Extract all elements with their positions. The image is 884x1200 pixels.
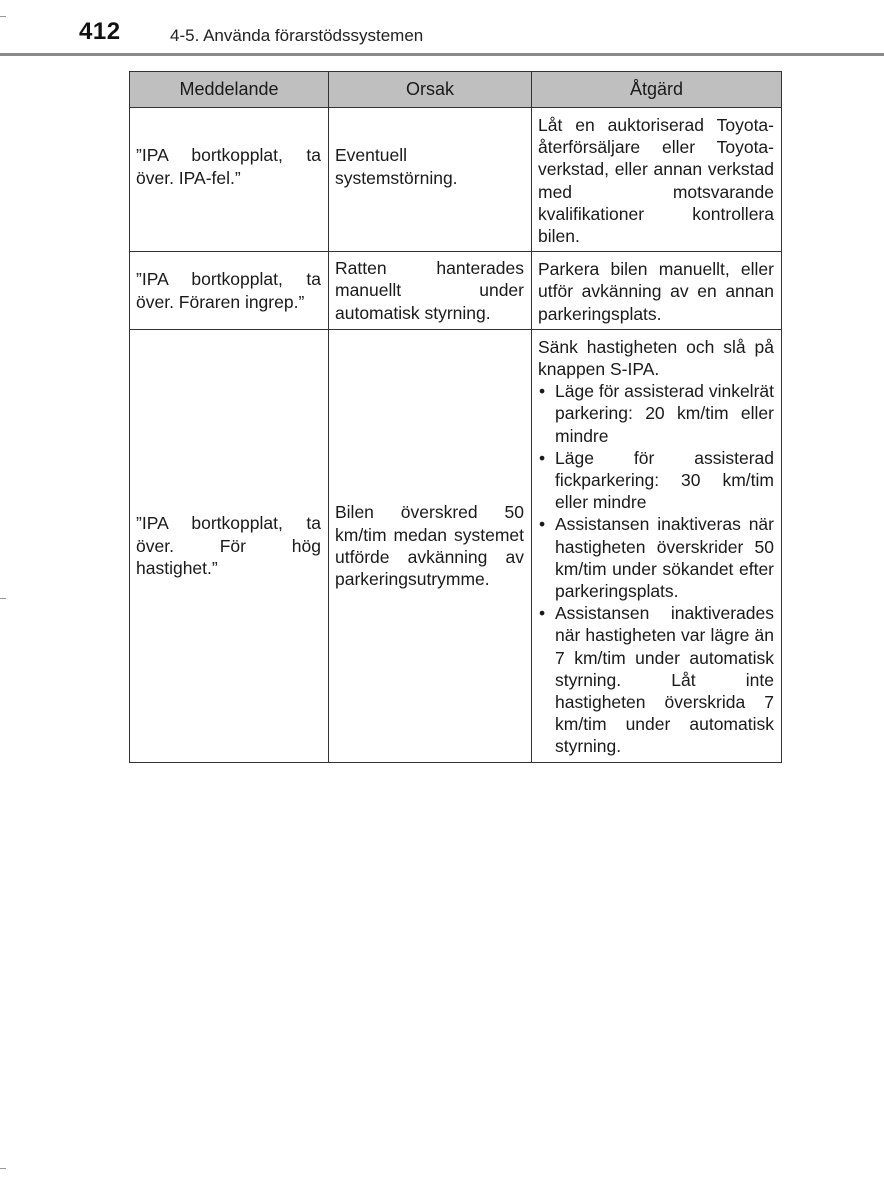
list-item: • Läge för assisterad fickparkering: 30 km/tim eller mindre — [538, 447, 774, 514]
action-bullet-list — [538, 380, 774, 757]
list-item: • Assistansen inaktiveras när hastigheten överskrider 50 km/tim under sökandet efter parkeringsplats. — [538, 513, 774, 602]
cell-action: Låt en auktoriserad Toyota-återförsäljare eller Toyota-verkstad, eller annan verkstad med motsvarande kvalifikationer kontrollera bilen. — [532, 108, 782, 252]
crop-mark — [0, 1168, 6, 1169]
page-number: 412 — [79, 18, 121, 45]
table-row — [130, 329, 782, 762]
column-header-action: Åtgärd — [532, 72, 782, 108]
table-row — [130, 108, 782, 252]
cell-cause: Ratten hanterades manuellt under automatisk styrning. — [329, 252, 532, 330]
table-header-row — [130, 72, 782, 108]
header-divider — [0, 53, 884, 56]
list-item: • Assistansen inaktiverades när hastigheten var lägre än 7 km/tim under automatisk styrning. Låt inte hastigheten överskrida 7 km/tim under automatisk styrning. — [538, 602, 774, 757]
column-header-message: Meddelande — [130, 72, 329, 108]
crop-mark — [0, 598, 6, 599]
message-table — [129, 71, 782, 763]
list-item: • Läge för assisterad vinkelrät parkering: 20 km/tim eller mindre — [538, 380, 774, 447]
table-row — [130, 252, 782, 330]
cell-message: ”IPA bortkopplat, ta över. IPA-fel.” — [130, 108, 329, 252]
cell-message: ”IPA bortkopplat, ta över. Föraren ingrep.” — [130, 252, 329, 330]
crop-mark — [0, 16, 6, 17]
cell-action — [532, 329, 782, 762]
section-title: 4-5. Använda förarstödssystemen — [170, 26, 424, 45]
cell-cause: Bilen överskred 50 km/tim medan systemet utförde avkänning av parkeringsutrymme. — [329, 329, 532, 762]
action-intro: Sänk hastigheten och slå på knappen S-IPA. — [538, 336, 774, 380]
column-header-cause: Orsak — [329, 72, 532, 108]
cell-cause: Eventuell systemstörning. — [329, 108, 532, 252]
cell-message: ”IPA bortkopplat, ta över. För hög hastighet.” — [130, 329, 329, 762]
cell-action: Parkera bilen manuellt, eller utför avkänning av en annan parkeringsplats. — [532, 252, 782, 330]
